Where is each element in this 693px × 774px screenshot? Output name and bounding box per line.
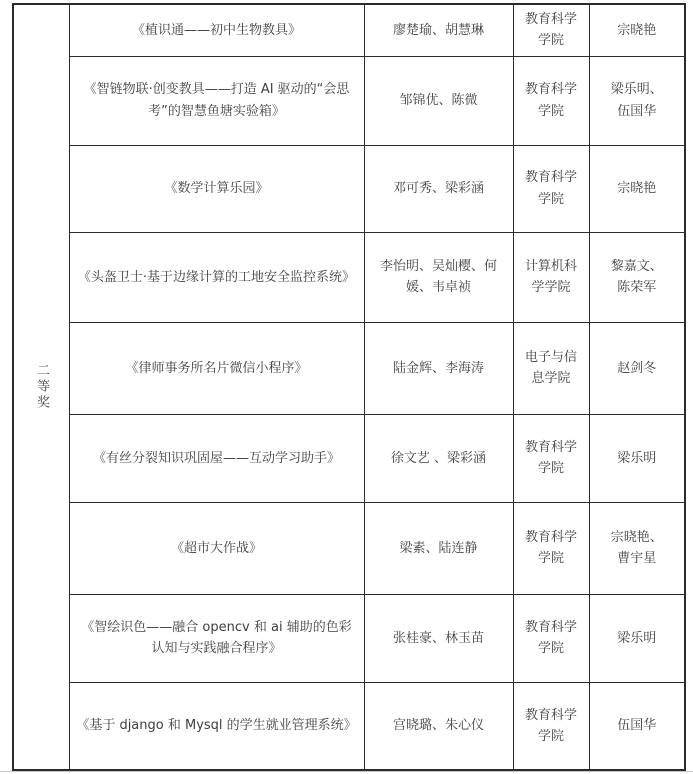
- project-college-cell: 教育科学学院: [513, 502, 589, 594]
- project-college-cell: 教育科学学院: [513, 414, 589, 502]
- award-results-table: [12, 3, 686, 771]
- project-college-cell: 电子与信息学院: [513, 322, 589, 414]
- project-advisor-cell: 黎嘉文、陈荣军: [589, 232, 685, 322]
- project-title-cell: 《基于 django 和 Mysql 的学生就业管理系统》: [69, 682, 364, 770]
- table-row: [13, 502, 685, 594]
- page-edge-divider: [0, 771, 693, 772]
- project-title-cell: 《有丝分裂知识巩固屋——互动学习助手》: [69, 414, 364, 502]
- project-advisor-cell: 赵剑冬: [589, 322, 685, 414]
- project-authors-cell: 邓可秀、梁彩涵: [364, 145, 513, 232]
- table-row: [13, 322, 685, 414]
- project-title-cell: 《超市大作战》: [69, 502, 364, 594]
- project-advisor-cell: 宗晓艳、曹宇星: [589, 502, 685, 594]
- project-authors-cell: 邹锦优、陈微: [364, 56, 513, 145]
- table-row: [13, 232, 685, 322]
- project-college-cell: 教育科学学院: [513, 594, 589, 682]
- project-advisor-cell: 梁乐明: [589, 594, 685, 682]
- project-title-cell: 《植识通——初中生物教具》: [69, 4, 364, 56]
- table-row: [13, 145, 685, 232]
- project-college-cell: 教育科学学院: [513, 4, 589, 56]
- table-row: [13, 56, 685, 145]
- project-authors-cell: 张桂豪、林玉苗: [364, 594, 513, 682]
- project-authors-cell: 梁素、陆连静: [364, 502, 513, 594]
- project-college-cell: 教育科学学院: [513, 145, 589, 232]
- project-authors-cell: 陆金辉、李海涛: [364, 322, 513, 414]
- project-title-cell: 《智绘识色——融合 opencv 和 ai 辅助的色彩认知与实践融合程序》: [69, 594, 364, 682]
- project-advisor-cell: 宗晓艳: [589, 145, 685, 232]
- award-rank-label: 二等奖: [33, 363, 49, 412]
- project-title-cell: 《律师事务所名片微信小程序》: [69, 322, 364, 414]
- project-authors-cell: 廖楚瑜、胡慧琳: [364, 4, 513, 56]
- award-rank-cell: [13, 4, 69, 770]
- table-row: [13, 682, 685, 770]
- project-college-cell: 教育科学学院: [513, 682, 589, 770]
- table-row: [13, 4, 685, 56]
- project-advisor-cell: 伍国华: [589, 682, 685, 770]
- project-title-cell: 《数学计算乐园》: [69, 145, 364, 232]
- project-authors-cell: 宫晓璐、朱心仪: [364, 682, 513, 770]
- project-college-cell: 计算机科学学院: [513, 232, 589, 322]
- project-authors-cell: 徐文艺 、梁彩涵: [364, 414, 513, 502]
- project-advisor-cell: 梁乐明: [589, 414, 685, 502]
- project-title-cell: 《头盔卫士·基于边缘计算的工地安全监控系统》: [69, 232, 364, 322]
- project-advisor-cell: 梁乐明、伍国华: [589, 56, 685, 145]
- project-authors-cell: 李怡明、吴灿樱、何媛、韦卓祯: [364, 232, 513, 322]
- project-advisor-cell: 宗晓艳: [589, 4, 685, 56]
- table-row: [13, 414, 685, 502]
- project-title-cell: 《智链物联·创变教具——打造 AI 驱动的“会思考”的智慧鱼塘实验箱》: [69, 56, 364, 145]
- project-college-cell: 教育科学学院: [513, 56, 589, 145]
- table-row: [13, 594, 685, 682]
